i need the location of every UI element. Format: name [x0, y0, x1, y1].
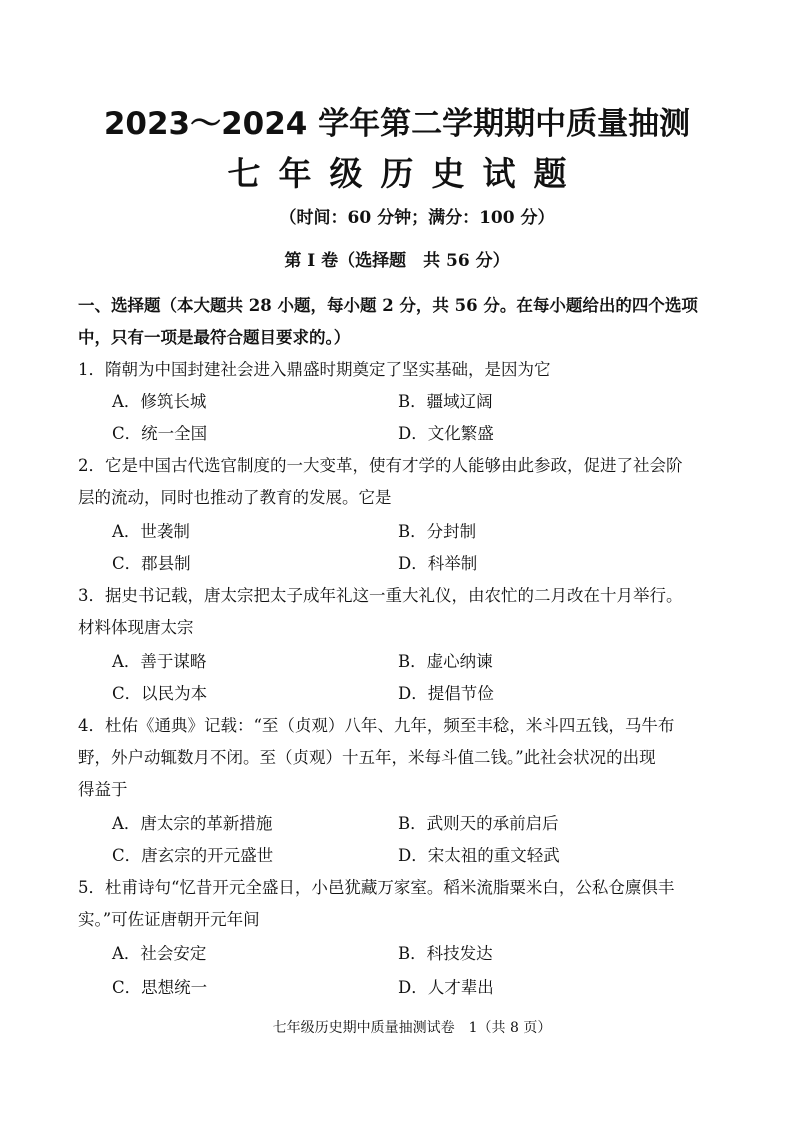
section-title: 第 I 卷（选择题 共 56 分） [284, 251, 510, 271]
question-2-stem-line-2: 层的流动，同时也推动了教育的发展。它是 [78, 488, 392, 507]
question-4-option-d: D．宋太祖的重文轻武 [398, 846, 560, 865]
question-1-option-a: A．修筑长城 [112, 392, 207, 411]
page-footer: 七年级历史期中质量抽测试卷 1（共 8 页） [272, 1020, 552, 1036]
question-3-stem-line-1: 3．据史书记载，唐太宗把太子成年礼这一重大礼仪，由农忙的二月改在十月举行。 [78, 586, 683, 605]
exam-title: 2023～2024 学年第二学期期中质量抽测 [103, 106, 691, 142]
question-3-option-d: D．提倡节俭 [398, 684, 494, 703]
question-2-option-a: A．世袭制 [112, 522, 190, 541]
question-1-stem: 1．隋朝为中国封建社会进入鼎盛时期奠定了坚实基础，是因为它 [78, 360, 551, 379]
question-5-option-d: D．人才辈出 [398, 978, 494, 997]
question-4-stem-line-3: 得益于 [78, 780, 128, 799]
question-2-option-c: C．郡县制 [112, 554, 191, 573]
exam-subtitle: 七年级历史试题 [227, 154, 585, 193]
question-4-option-c: C．唐玄宗的开元盛世 [112, 846, 274, 865]
instructions-line-1: 一、选择题（本大题共 28 小题，每小题 2 分，共 56 分。在每小题给出的四个选项 [78, 296, 698, 315]
question-4-option-b: B．武则天的承前启后 [398, 814, 559, 833]
question-1-option-b: B．疆域辽阔 [398, 392, 493, 411]
question-1-option-d: D．文化繁盛 [398, 424, 494, 443]
question-3-option-a: A．善于谋略 [112, 652, 207, 671]
question-3-stem-line-2: 材料体现唐太宗 [78, 618, 194, 637]
question-5-option-c: C．思想统一 [112, 978, 208, 997]
question-5-option-a: A．社会安定 [112, 944, 207, 963]
question-3-option-b: B．虚心纳谏 [398, 652, 493, 671]
question-5-stem-line-2: 实。”可佐证唐朝开元年间 [78, 910, 260, 929]
question-4-stem-line-2: 野，外户动辄数月不闭。至（贞观）十五年，米每斗值二钱。”此社会状况的出现 [78, 748, 656, 767]
question-4-option-a: A．唐太宗的革新措施 [112, 814, 273, 833]
exam-time-info: （时间：60 分钟；满分：100 分） [279, 208, 555, 228]
question-5-stem-line-1: 5．杜甫诗句“忆昔开元全盛日，小邑犹藏万家室。稻米流脂粟米白，公私仓廪俱丰 [78, 878, 675, 897]
question-3-option-c: C．以民为本 [112, 684, 208, 703]
question-4-stem-line-1: 4．杜佑《通典》记载：“至（贞观）八年、九年，频至丰稔，米斗四五钱，马牛布 [78, 716, 675, 735]
question-5-option-b: B．科技发达 [398, 944, 493, 963]
question-2-option-b: B．分封制 [398, 522, 477, 541]
instructions-line-2: 中，只有一项是最符合题目要求的。） [78, 328, 351, 347]
question-2-stem-line-1: 2．它是中国古代选官制度的一大变革，使有才学的人能够由此参政，促进了社会阶 [78, 456, 683, 475]
question-1-option-c: C．统一全国 [112, 424, 208, 443]
question-2-option-d: D．科举制 [398, 554, 478, 573]
